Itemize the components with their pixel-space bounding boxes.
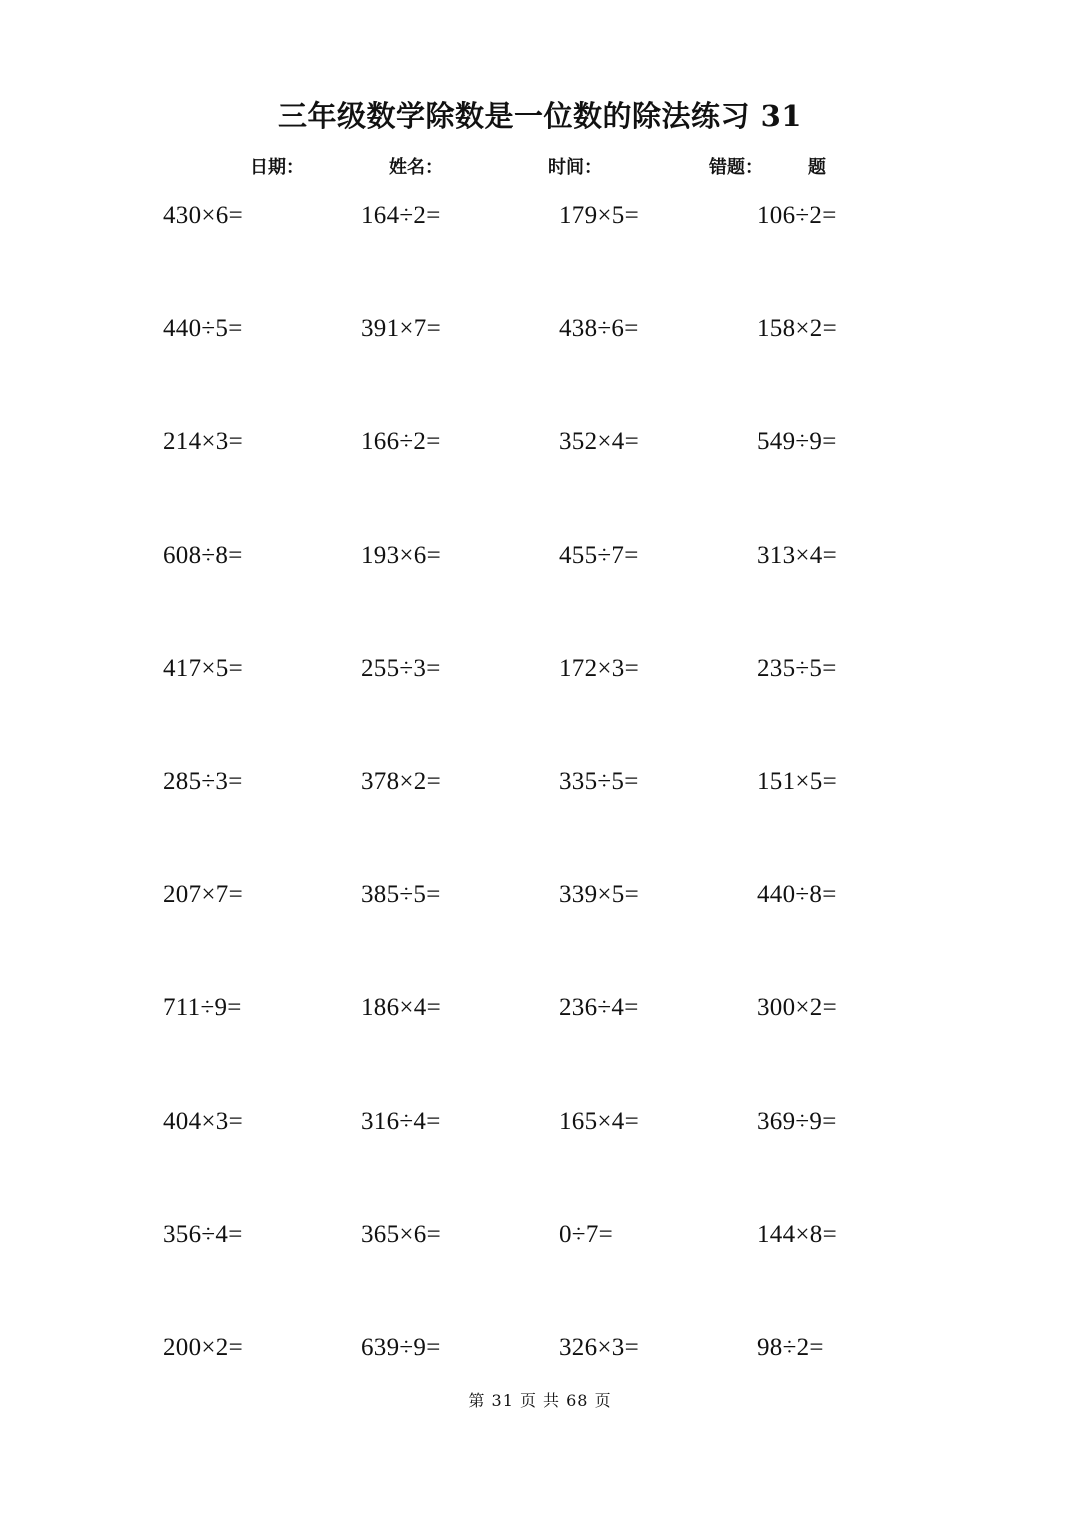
problem-r1-c2: 164÷2= (361, 202, 441, 229)
problem-r3-c2: 166÷2= (361, 428, 441, 455)
problem-r3-c4: 549÷9= (757, 428, 837, 455)
problem-r10-c1: 356÷4= (163, 1221, 243, 1248)
page-footer: 第 31 页 共 68 页 (468, 1391, 612, 1410)
problem-r10-c3: 0÷7= (559, 1221, 614, 1248)
problem-r3-c1: 214×3= (163, 428, 243, 455)
problem-r7-c4: 440÷8= (757, 881, 837, 908)
problem-r2-c4: 158×2= (757, 315, 837, 342)
problem-r5-c1: 417×5= (163, 655, 243, 682)
problem-r8-c2: 186×4= (361, 994, 441, 1021)
errors-unit: 题 (808, 157, 826, 178)
problem-r11-c2: 639÷9= (361, 1334, 441, 1361)
problem-r1-c4: 106÷2= (757, 202, 837, 229)
problem-r6-c1: 285÷3= (163, 768, 243, 795)
problem-r4-c1: 608÷8= (163, 542, 243, 569)
problem-r3-c3: 352×4= (559, 428, 639, 455)
problem-r4-c2: 193×6= (361, 542, 441, 569)
problem-r4-c4: 313×4= (757, 542, 837, 569)
name-label: 姓名： (389, 157, 443, 178)
problem-r11-c4: 98÷2= (757, 1334, 824, 1361)
problem-r9-c4: 369÷9= (757, 1108, 837, 1135)
errors-label: 错题： (709, 157, 763, 178)
problem-r4-c3: 455÷7= (559, 542, 639, 569)
problem-r5-c2: 255÷3= (361, 655, 441, 682)
problem-r11-c1: 200×2= (163, 1334, 243, 1361)
problem-r11-c3: 326×3= (559, 1334, 639, 1361)
problem-r7-c2: 385÷5= (361, 881, 441, 908)
problem-r6-c3: 335÷5= (559, 768, 639, 795)
problem-r9-c2: 316÷4= (361, 1108, 441, 1135)
problem-r8-c4: 300×2= (757, 994, 837, 1021)
page-title: 三年级数学除数是一位数的除法练习 31 (278, 99, 802, 133)
problem-r2-c3: 438÷6= (559, 315, 639, 342)
problem-r7-c3: 339×5= (559, 881, 639, 908)
problem-r2-c2: 391×7= (361, 315, 441, 342)
problem-r8-c3: 236÷4= (559, 994, 639, 1021)
problem-r7-c1: 207×7= (163, 881, 243, 908)
problem-r8-c1: 711÷9= (163, 994, 242, 1021)
problem-r9-c3: 165×4= (559, 1108, 639, 1135)
time-label: 时间： (548, 157, 602, 178)
problem-r1-c3: 179×5= (559, 202, 639, 229)
problem-r6-c4: 151×5= (757, 768, 837, 795)
date-label: 日期： (250, 157, 304, 178)
problem-r2-c1: 440÷5= (163, 315, 243, 342)
problem-r1-c1: 430×6= (163, 202, 243, 229)
problem-r9-c1: 404×3= (163, 1108, 243, 1135)
problem-r6-c2: 378×2= (361, 768, 441, 795)
problem-r10-c2: 365×6= (361, 1221, 441, 1248)
problem-r10-c4: 144×8= (757, 1221, 837, 1248)
problem-r5-c3: 172×3= (559, 655, 639, 682)
problem-r5-c4: 235÷5= (757, 655, 837, 682)
